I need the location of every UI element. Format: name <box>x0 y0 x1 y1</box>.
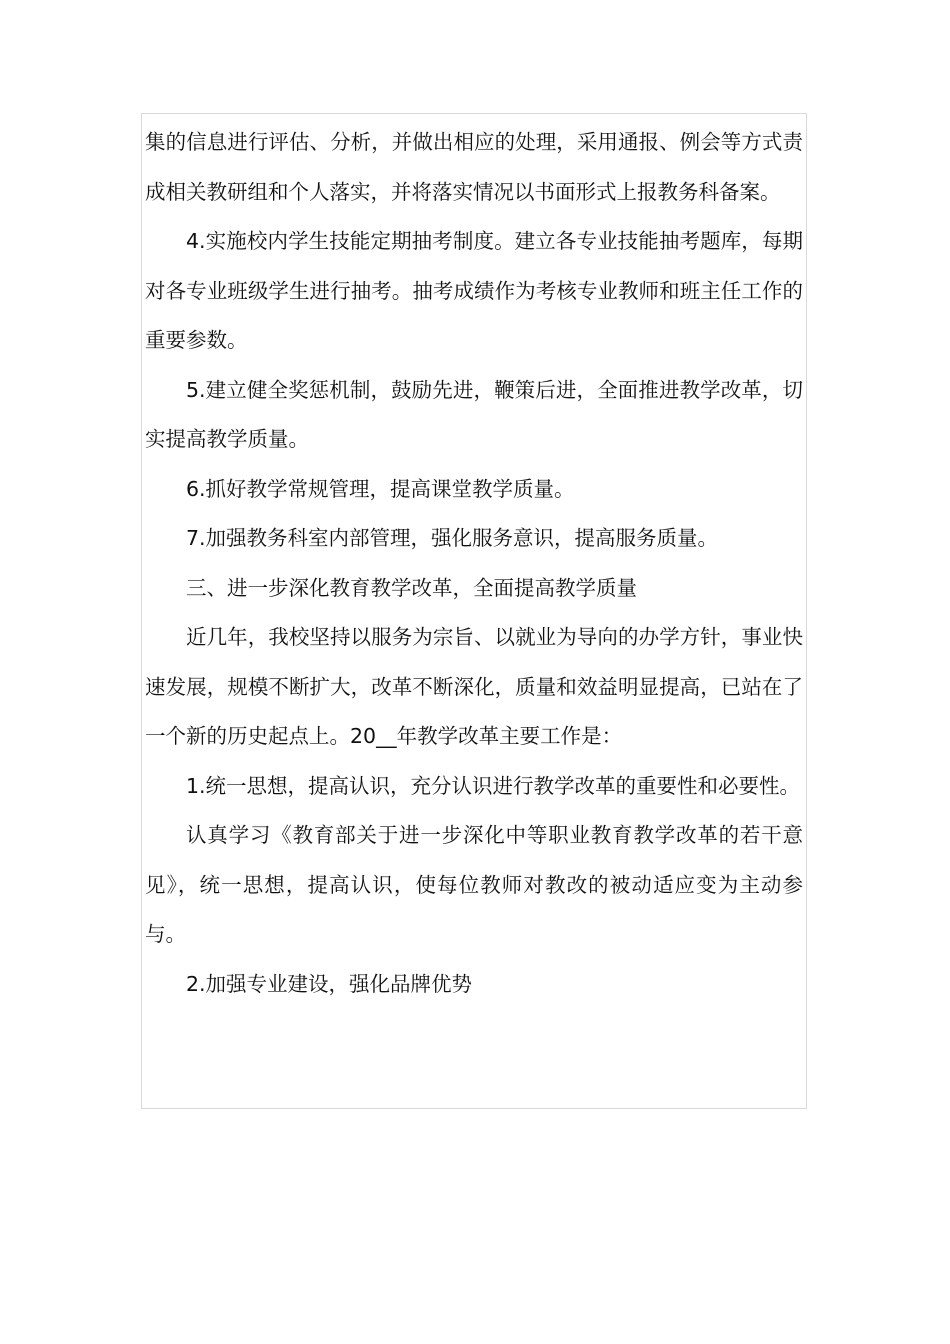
paragraph-reform-2: 2.加强专业建设，强化品牌优势 <box>186 971 473 996</box>
paragraph-reform-1: 1.统一思想，提高认识，充分认识进行教学改革的重要性和必要性。 <box>186 773 801 798</box>
paragraph-item-4: 4.实施校内学生技能定期抽考制度。建立各专业技能抽考题库，每期对各专业班级学生进行抽考。抽考成绩作为考核专业教师和班主任工作的重要参数。 <box>145 229 803 352</box>
paragraph-continuation: 集的信息进行评估、分析，并做出相应的处理，采用通报、例会等方式责成相关教研组和个人落实，并将落实情况以书面形式上报教务科备案。 <box>145 130 803 204</box>
paragraph-intro: 近几年，我校坚持以服务为宗旨、以就业为导向的办学方针，事业快速发展，规模不断扩大，改革不断深化，质量和效益明显提高，已站在了一个新的历史起点上。20__年教学改革主要工作是： <box>145 625 803 748</box>
document-body <box>145 118 803 1009</box>
paragraph-study: 认真学习《教育部关于进一步深化中等职业教育教学改革的若干意见》，统一思想，提高认识，使每位教师对教改的被动适应变为主动参与。 <box>145 823 803 946</box>
paragraph-item-5: 5.建立健全奖惩机制，鼓励先进，鞭策后进，全面推进教学改革，切实提高教学质量。 <box>145 377 803 451</box>
paragraph-item-6: 6.抓好教学常规管理，提高课堂教学质量。 <box>186 476 575 501</box>
paragraph-item-7: 7.加强教务科室内部管理，强化服务意识，提高服务质量。 <box>186 526 719 550</box>
section-heading-3: 三、进一步深化教育教学改革，全面提高教学质量 <box>186 575 637 600</box>
